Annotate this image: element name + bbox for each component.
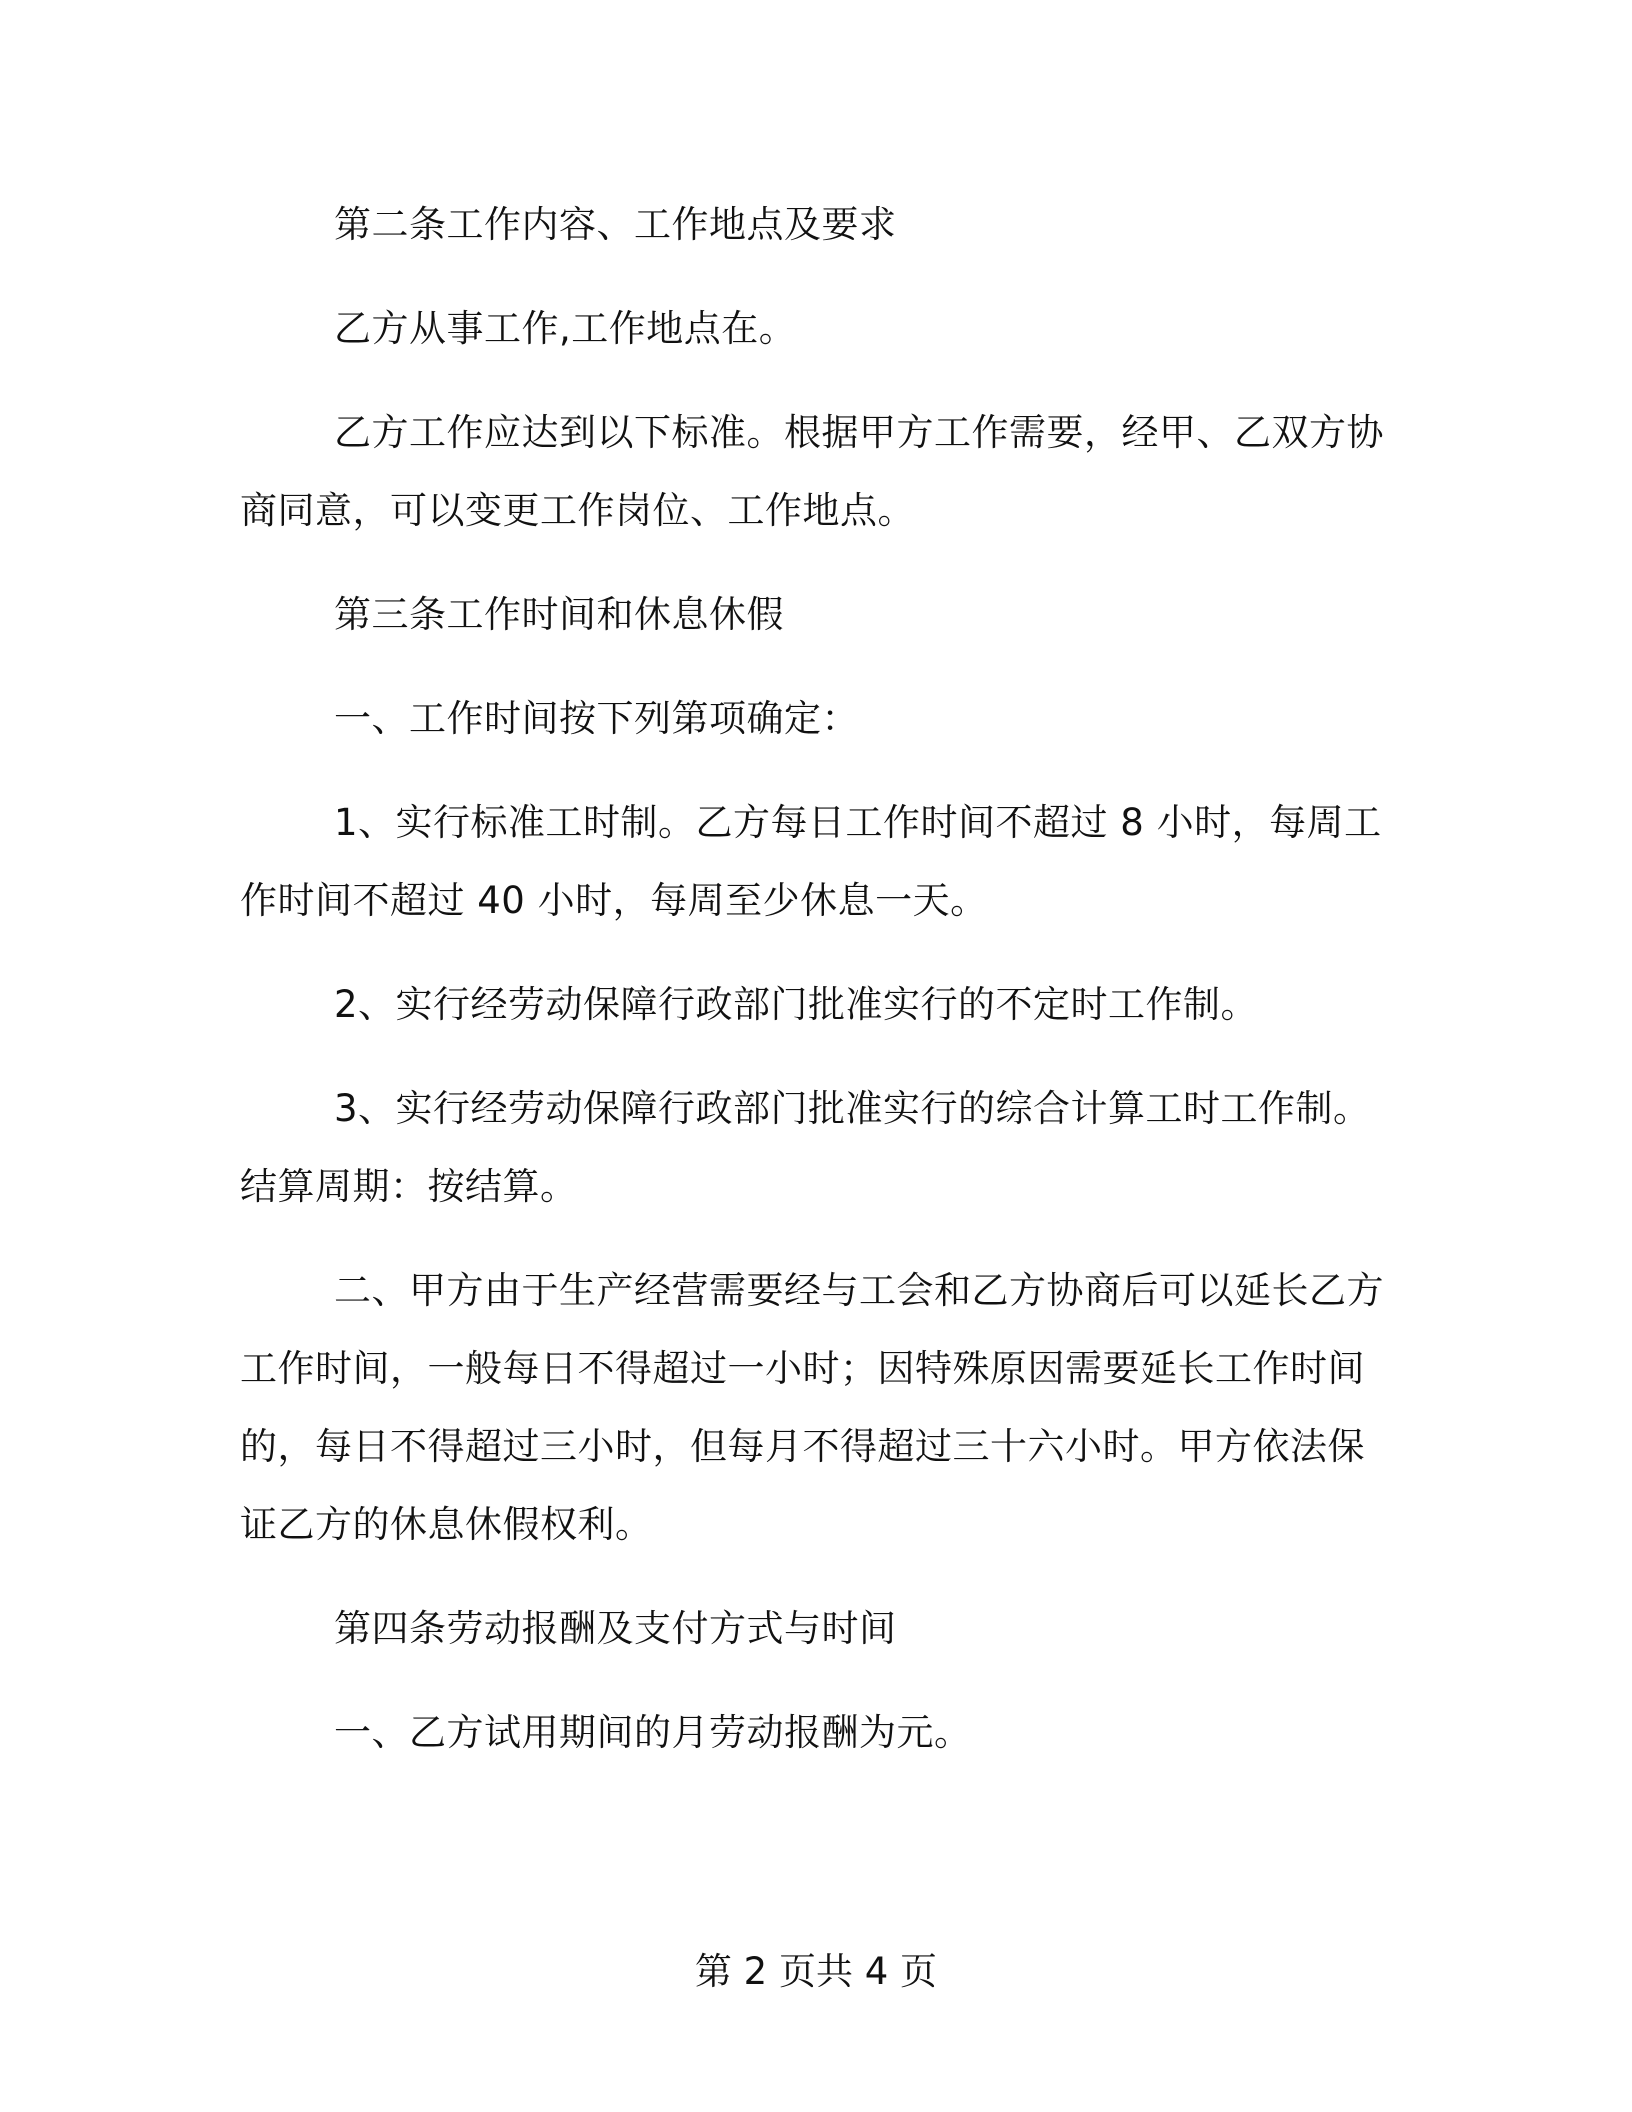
- paragraph: 乙方从事工作,工作地点在。: [334, 307, 797, 350]
- paragraph: 1、实行标准工时制。乙方每日工作时间不超过 8 小时，每周工作时间不超过 40 小时，每周至少休息一天。: [240, 801, 1382, 922]
- section-heading-article-3: 第三条工作时间和休息休假: [334, 593, 784, 636]
- paragraph: 3、实行经劳动保障行政部门批准实行的综合计算工时工作制。结算周期：按结算。: [240, 1087, 1371, 1208]
- document-body: [240, 186, 1390, 1798]
- paragraph: 一、工作时间按下列第项确定：: [334, 697, 859, 740]
- paragraph: 一、乙方试用期间的月劳动报酬为元。: [334, 1711, 972, 1754]
- section-heading-article-4: 第四条劳动报酬及支付方式与时间: [334, 1607, 897, 1650]
- page-number-footer: 第 2 页共 4 页: [694, 1950, 938, 1993]
- paragraph: 乙方工作应达到以下标准。根据甲方工作需要，经甲、乙双方协商同意，可以变更工作岗位、工作地点。: [240, 411, 1384, 532]
- paragraph: 2、实行经劳动保障行政部门批准实行的不定时工作制。: [334, 983, 1259, 1026]
- paragraph: 二、甲方由于生产经营需要经与工会和乙方协商后可以延长乙方工作时间，一般每日不得超过一小时；因特殊原因需要延长工作时间的，每日不得超过三小时，但每月不得超过三十六小时。甲方依法保证乙方的休息休假权利。: [240, 1269, 1384, 1546]
- section-heading-article-2: 第二条工作内容、工作地点及要求: [334, 203, 897, 246]
